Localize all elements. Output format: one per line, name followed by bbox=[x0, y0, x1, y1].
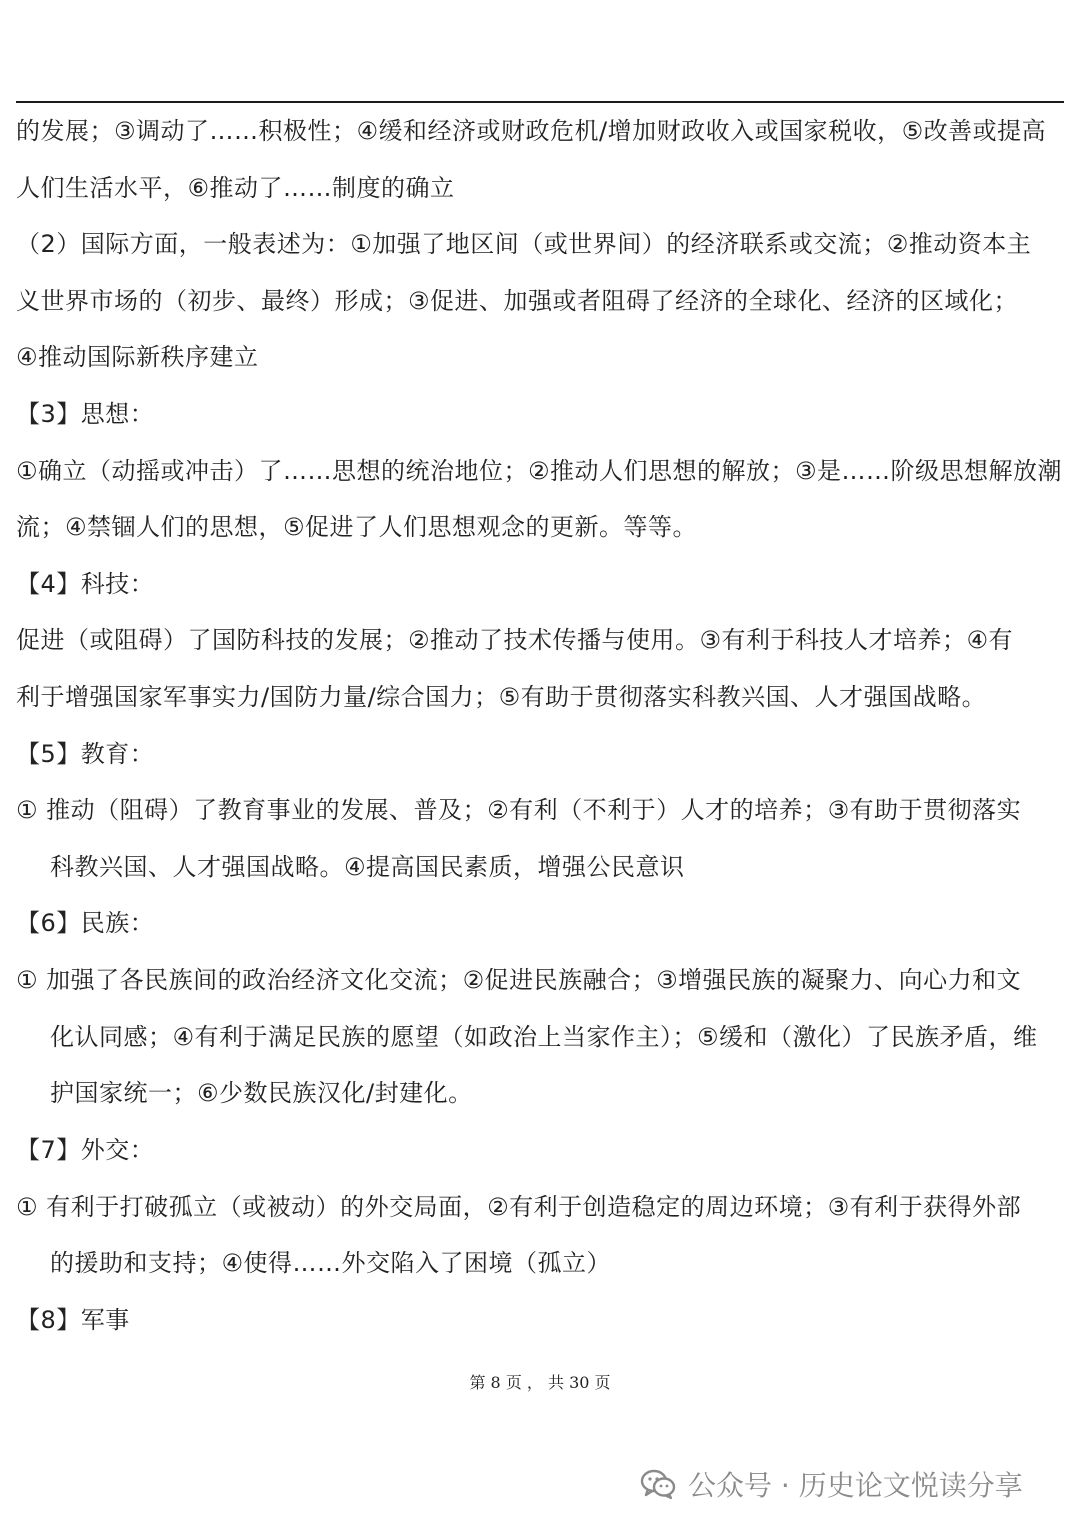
text-line: 流；④禁锢人们的思想，⑤促进了人们思想观念的更新。等等。 bbox=[16, 513, 698, 541]
section-heading: 【7】外交： bbox=[16, 1136, 155, 1164]
text-line: 科教兴国、人才强国战略。④提高国民素质，增强公民意识 bbox=[50, 853, 685, 881]
text-line: ①确立（动摇或冲击）了……思想的统治地位；②推动人们思想的解放；③是……阶级思想解放潮 bbox=[16, 457, 1063, 485]
header-rule bbox=[16, 101, 1064, 103]
section-heading: 【3】思想： bbox=[16, 400, 155, 428]
text-line: ① 有利于打破孤立（或被动）的外交局面，②有利于创造稳定的周边环境；③有利于获得外部 bbox=[16, 1193, 1022, 1221]
page-number: 第 8 页 ， 共 30 页 bbox=[469, 1373, 611, 1392]
section-heading: 【4】科技： bbox=[16, 570, 155, 598]
section-heading: 【5】教育： bbox=[16, 740, 155, 768]
text-line: 义世界市场的（初步、最终）形成；③促进、加强或者阻碍了经济的全球化、经济的区域化； bbox=[16, 287, 1019, 315]
text-line: ① 加强了各民族间的政治经济文化交流；②促进民族融合；③增强民族的凝聚力、向心力和文 bbox=[16, 966, 1022, 994]
watermark-text: 公众号 · 历史论文悦读分享 bbox=[688, 1469, 1023, 1502]
text-line: ① 推动（阻碍）了教育事业的发展、普及；②有利（不利于）人才的培养；③有助于贯彻落实 bbox=[16, 796, 1022, 824]
section-heading: 【6】民族： bbox=[16, 909, 155, 937]
text-line: 利于增强国家军事实力/国防力量/综合国力；⑤有助于贯彻落实科教兴国、人才强国战略。 bbox=[16, 683, 987, 711]
text-line: 人们生活水平，⑥推动了……制度的确立 bbox=[16, 174, 455, 202]
text-line: 的援助和支持；④使得……外交陷入了困境（孤立） bbox=[50, 1249, 612, 1277]
watermark bbox=[640, 1462, 1023, 1506]
text-line: （2）国际方面，一般表述为：①加强了地区间（或世界间）的经济联系或交流；②推动资本主 bbox=[16, 230, 1032, 258]
text-line: ④推动国际新秩序建立 bbox=[16, 343, 259, 371]
wechat-icon bbox=[640, 1468, 676, 1500]
text-line: 护国家统一；⑥少数民族汉化/封建化。 bbox=[50, 1079, 473, 1107]
text-line: 的发展；③调动了……积极性；④缓和经济或财政危机/增加财政收入或国家税收，⑤改善或提高 bbox=[16, 117, 1047, 145]
text-line: 促进（或阻碍）了国防科技的发展；②推动了技术传播与使用。③有利于科技人才培养；④有 bbox=[16, 626, 1014, 654]
section-heading: 【8】军事 bbox=[16, 1306, 130, 1334]
text-line: 化认同感；④有利于满足民族的愿望（如政治上当家作主）；⑤缓和（激化）了民族矛盾，维 bbox=[50, 1023, 1038, 1051]
